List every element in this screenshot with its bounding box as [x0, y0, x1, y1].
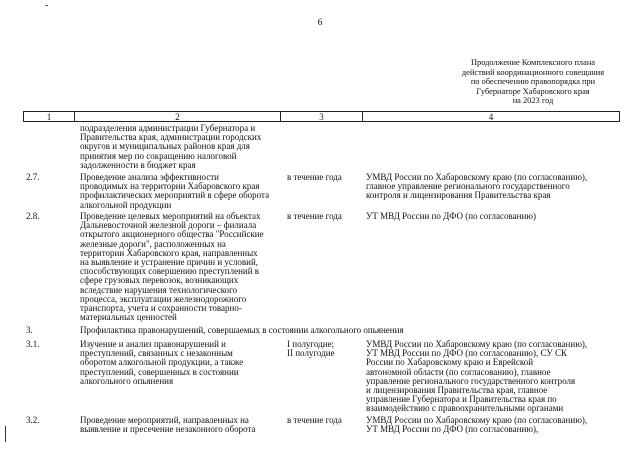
row-number: 2.7. [26, 172, 40, 182]
header-cell-2: 2 [75, 112, 281, 121]
table-header-row [23, 111, 620, 122]
row-number: 3.1. [26, 339, 40, 349]
row-executors: УМВД России по Хабаровскому краю (по согласованию), УТ МВД России по ДФО (по согласованию), СУ СК России по Хабаровскому краю и Еврейской автономной области (по согласованию), главное управление регионального государственного контроля и лицензирования Правительства края, главное управление Губернатора и Правительства края по взаимодействию с правоохранительными органами [366, 339, 588, 414]
row-executors: УМВД России по Хабаровскому краю (по согласованию), главное управление регионального государственного контроля и лицензирования Правительства края [366, 172, 588, 201]
section-title: Профилактика правонарушений, совершаемых в состоянии алкогольного опьянения [80, 325, 404, 335]
header-cell-3: 3 [281, 112, 363, 121]
row-period: в течение года [287, 211, 342, 221]
row-action: Проведение мероприятий, направленных на выявление и пресечение незаконного оборота [80, 415, 256, 435]
row-executors: УМВД России по Хабаровскому краю (по согласованию), УТ МВД России по ДФО (по согласованию), [366, 415, 588, 435]
page-number: 6 [317, 18, 323, 28]
row-executors: УТ МВД России по ДФО (по согласованию) [366, 211, 536, 221]
row-action: Проведение анализа эффективности проводимых на территории Хабаровского края профилактических мероприятий в сфере оборота алкогольной продукции [80, 172, 270, 210]
row-period: I полугодие; II полугодие [287, 339, 335, 359]
scan-mark [45, 5, 48, 6]
header-cell-1: 1 [24, 112, 75, 121]
row-number: 2.8. [26, 211, 40, 221]
row-period: в течение года [287, 172, 342, 182]
scan-edge-mark [5, 426, 6, 442]
row-action: Изучение и анализ правонарушений и преступлений, связанных с незаконным оборотом алкогольной продукции, а также преступлений, совершенных в состоянии алкогольного опьянения [80, 339, 244, 386]
row-number: 3.2. [26, 415, 40, 425]
row-period: в течение года [287, 415, 342, 425]
header-cell-4: 4 [488, 111, 494, 122]
row-action: Проведение целевых мероприятий на объектах Дальневосточной железной дороги – филиала открытого акционерного общества "Российские железные дороги", расположенных на территории Хабаровского края, направленных на выявление и устранение причин и условий, способствующих совершению преступлений в сфере грузовых перевозок, возникающих вследствие нарушения технологического процесса, эксплуатации железнодорожного транспорта, учета и сохранности товарно- материальных ценностей [80, 211, 264, 323]
continued-row-text: подразделения администрации Губернатора и Правительства края, администрации городских округов и муниципальных районов края для принятия мер по сокращению налоговой задолженности в бюджет края [80, 123, 262, 170]
continuation-note: Продолжение Комплексного плана действий координационного совещания по обеспечению правопорядка при Губернаторе Хабаровского края на 2023 год [461, 58, 605, 106]
section-number: 3. [26, 325, 33, 335]
